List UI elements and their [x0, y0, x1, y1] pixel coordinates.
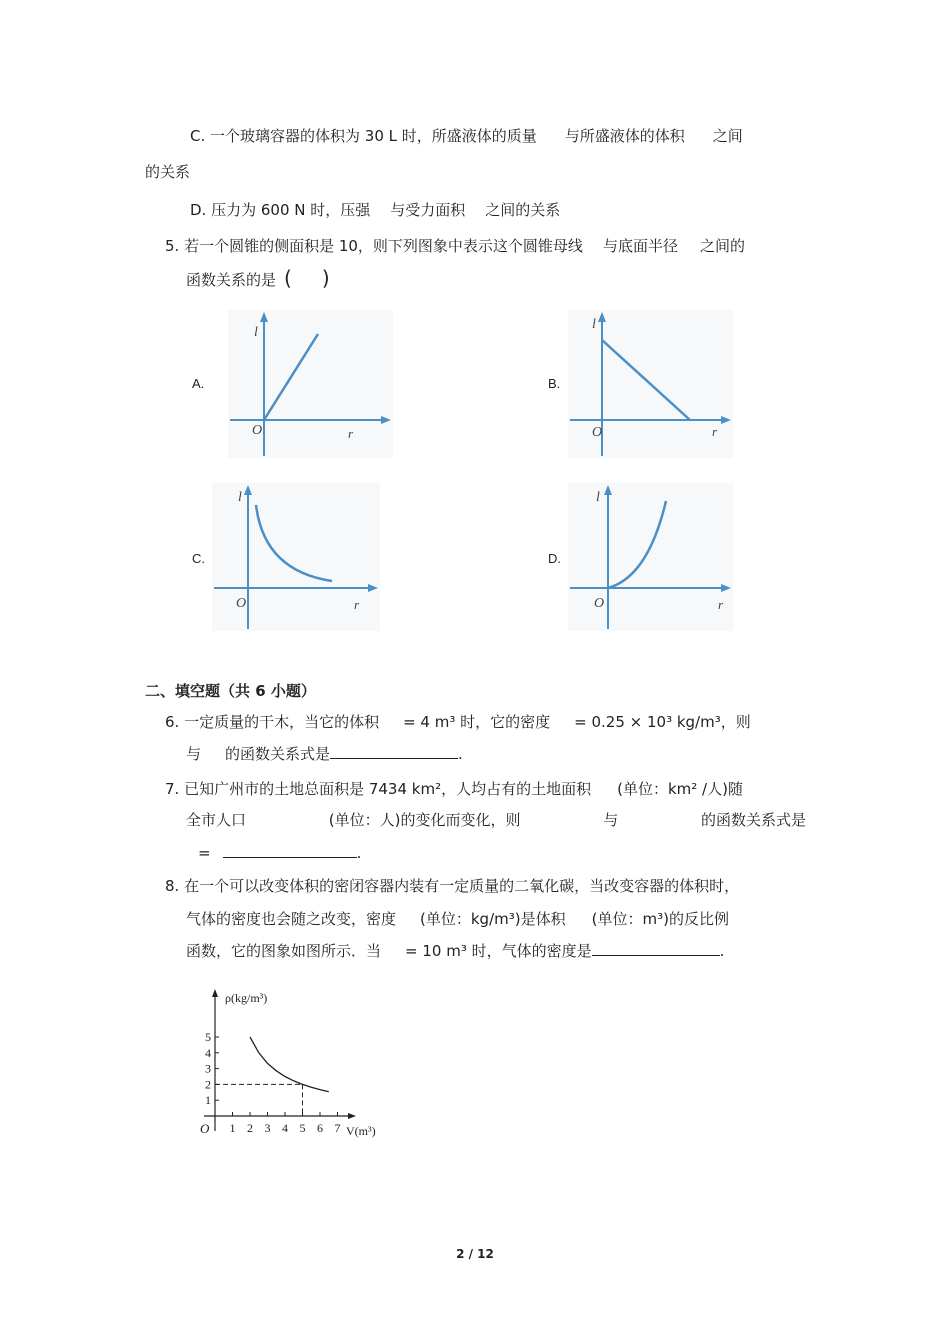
q5-option-d-graph[interactable]: [568, 483, 733, 631]
y-tick-label: 2: [205, 1077, 211, 1092]
y-tick-label: 5: [205, 1030, 211, 1044]
x-tick-label: 3: [264, 1121, 271, 1135]
q5-line2: 函数关系的是 ( ): [186, 266, 330, 290]
y-tick-label: 4: [205, 1045, 211, 1060]
y-axis-label: ρ(kg/m³): [225, 991, 268, 1005]
density-curve: [250, 1037, 329, 1092]
x-axis-label: r: [712, 424, 718, 439]
y-tick-label: 1: [205, 1093, 211, 1108]
q4-option-c-line1: C. 一个玻璃容器的体积为 30 L 时，所盛液体的质量 与所盛液体的体积 之间: [190, 127, 743, 145]
origin-label: O: [252, 423, 263, 438]
page-number: 2 / 12: [456, 1247, 494, 1261]
y-axis-label: l: [254, 325, 258, 340]
q8-line3: 函数，它的图象如图所示．当 = 10 m³ 时，气体的密度是 .: [186, 942, 725, 960]
origin-label: O: [594, 596, 605, 611]
x-axis-label: r: [354, 597, 360, 612]
x-tick-label: 2: [247, 1121, 253, 1135]
q7-line2: 全市人口 (单位：人)的变化而变化，则 与 的函数关系式是: [186, 811, 806, 829]
x-axis-label: V(m³): [346, 1124, 376, 1138]
q5-option-d-label[interactable]: D.: [548, 551, 561, 566]
x-tick-label: 6: [317, 1121, 323, 1135]
x-axis-label: r: [348, 426, 354, 441]
x-axis-label: r: [718, 597, 724, 612]
q4-option-d: D. 压力为 600 N 时，压强 与受力面积 之间的关系: [190, 201, 561, 219]
q5-option-b-label[interactable]: B.: [548, 376, 561, 391]
origin-label: O: [592, 425, 603, 440]
x-tick-label: 1: [229, 1121, 236, 1135]
q5-option-c-label[interactable]: C.: [192, 551, 205, 566]
q8-answer-blank[interactable]: [592, 941, 720, 956]
q7-line3: = .: [198, 844, 362, 862]
q6-line2: 与 的函数关系式是 .: [186, 745, 463, 763]
x-axis-arrow: [348, 1113, 356, 1119]
q8-line1: 8. 在一个可以改变体积的密闭容器内装有一定质量的二氧化碳，当改变容器的体积时，: [165, 877, 740, 895]
graph-background: [568, 483, 733, 631]
x-tick-label: 4: [282, 1121, 288, 1135]
q6-answer-blank[interactable]: [330, 744, 458, 759]
q7-answer-blank[interactable]: [223, 843, 357, 858]
q5-option-a-label[interactable]: A.: [192, 376, 205, 391]
q5-line1: 5. 若一个圆锥的侧面积是 10，则下列图象中表示这个圆锥母线 与底面半径 之间的: [165, 237, 745, 255]
y-axis-label: l: [592, 317, 596, 332]
origin-label: O: [236, 596, 247, 611]
origin-label: O: [200, 1121, 210, 1136]
y-axis-label: l: [596, 490, 600, 505]
section-title: 二、填空题（共 6 小题）: [145, 682, 316, 700]
q5-option-b-graph[interactable]: [568, 310, 733, 458]
q4-option-c-line2: 的关系: [145, 163, 191, 181]
y-tick-label: 3: [205, 1061, 211, 1076]
q8-line2: 气体的密度也会随之改变，密度 (单位：kg/m³)是体积 (单位：m³)的反比例: [186, 910, 729, 928]
y-axis-label: l: [238, 490, 242, 505]
q8-density-chart: [180, 985, 410, 1145]
q5-option-a-graph[interactable]: [228, 310, 393, 458]
y-axis-arrow: [212, 989, 218, 997]
q7-line1: 7. 已知广州市的土地总面积是 7434 km²，人均占有的土地面积 (单位：km² /人)随: [165, 780, 743, 798]
x-tick-label: 7: [334, 1121, 341, 1135]
q6-line1: 6. 一定质量的干木，当它的体积 = 4 m³ 时，它的密度 = 0.25 × 10³ kg/m³，则: [165, 713, 751, 731]
q5-option-c-graph[interactable]: [212, 483, 380, 631]
x-tick-label: 5: [299, 1121, 306, 1135]
